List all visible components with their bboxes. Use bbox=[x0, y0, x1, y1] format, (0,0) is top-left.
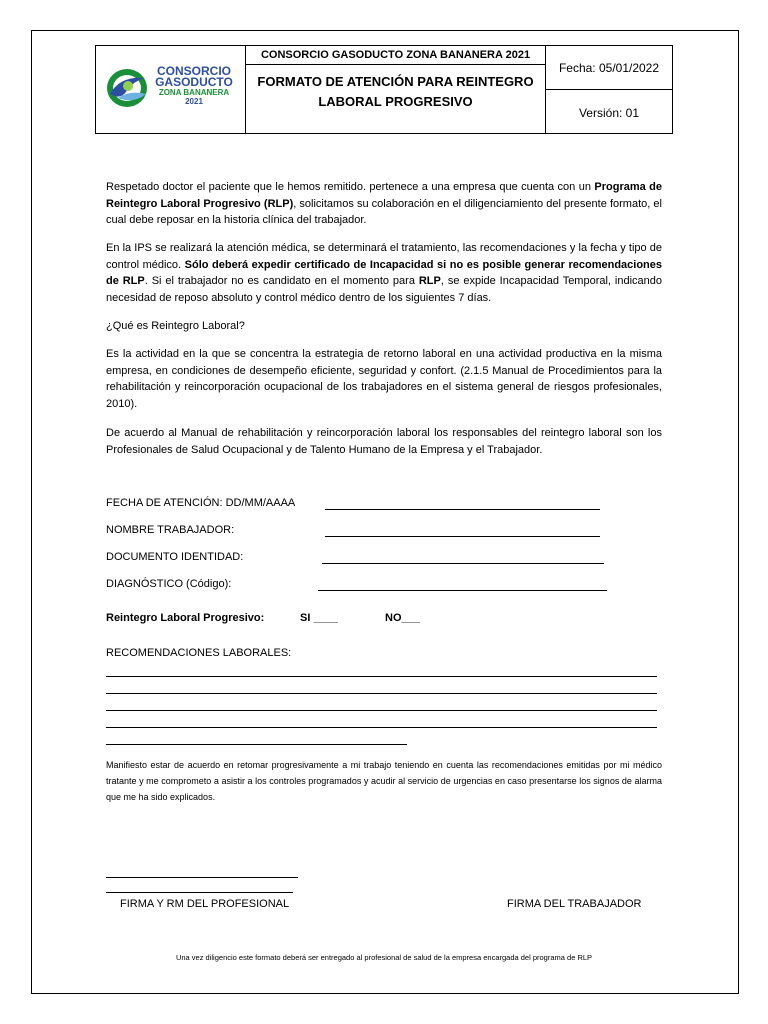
rlp-si-option[interactable]: SI ____ bbox=[300, 612, 338, 624]
form-title-line-1: FORMATO DE ATENCIÓN PARA REINTEGRO bbox=[257, 74, 534, 89]
meta-cell bbox=[546, 46, 672, 133]
documento-identidad-field[interactable] bbox=[322, 563, 604, 564]
logo-line-1: CONSORCIO bbox=[156, 64, 231, 78]
signature-label-profesional: FIRMA Y RM DEL PROFESIONAL bbox=[120, 898, 290, 910]
responsibles-paragraph: De acuerdo al Manual de rehabilitación y reincorporación laboral los responsables del reintegro laboral son los Profesionales de Salud Ocupacional y de Talento Humano de la Empresa y el Trabajador. bbox=[106, 427, 662, 456]
ips-text-e: , se expide Incapacidad Temporal, indicando necesidad de reposo absoluto y control médico dentro de los siguientes 7 días. bbox=[106, 275, 662, 304]
intro-text-bold: Programa de Reintegro Laboral Progresivo (RLP) bbox=[106, 181, 663, 210]
ips-paragraph bbox=[106, 240, 662, 306]
documento-identidad-label: DOCUMENTO IDENTIDAD: bbox=[106, 551, 244, 563]
page-border bbox=[31, 30, 739, 994]
company-logo bbox=[104, 60, 238, 120]
rlp-label: Reintegro Laboral Progresivo: bbox=[106, 612, 265, 624]
declaration-paragraph: Manifiesto estar de acuerdo en retomar progresivamente a mi trabajo teniendo en cuenta las recomendaciones emitidas por mi médico tratante y me comprometo a asistir a los controles programados y acudir al servicio de urgencias en caso presentarse los signos de alarma que me ha sido explicados. bbox=[106, 760, 662, 802]
fecha-atencion-label: FECHA DE ATENCIÓN: DD/MM/AAAA bbox=[106, 497, 296, 509]
form-title-line-2: LABORAL PROGRESIVO bbox=[318, 94, 473, 109]
signature-label-trabajador: FIRMA DEL TRABAJADOR bbox=[507, 898, 642, 910]
logo-line-3: ZONA BANANERA bbox=[158, 88, 230, 97]
signature-line-profesional[interactable] bbox=[106, 877, 298, 878]
footer-note: Una vez diligencio este formato deberá ser entregado al profesional de salud de la empresa encargada del programa de RLP bbox=[175, 953, 593, 962]
recomendaciones-label: RECOMENDACIONES LABORALES: bbox=[106, 647, 292, 659]
recomendaciones-line[interactable] bbox=[106, 727, 657, 728]
logo-line-2: GASODUCTO bbox=[155, 75, 233, 89]
recomendaciones-line[interactable] bbox=[106, 744, 407, 745]
logo-wordmark bbox=[150, 66, 238, 106]
nombre-trabajador-label: NOMBRE TRABAJADOR: bbox=[106, 524, 235, 536]
pipeline-swoosh-icon bbox=[104, 64, 150, 112]
document-date: Fecha: 05/01/2022 bbox=[546, 46, 672, 90]
diagnostico-label: DIAGNÓSTICO (Código): bbox=[106, 578, 232, 590]
ips-text-a: En la IPS se realizará la atención médica, se determinará el tratamiento, las recomendaciones y la fecha y tipo de control médico. bbox=[106, 242, 662, 271]
recomendaciones-line[interactable] bbox=[106, 676, 657, 677]
recomendaciones-line[interactable] bbox=[106, 710, 657, 711]
rlp-no-option[interactable]: NO___ bbox=[385, 612, 420, 624]
recomendaciones-line[interactable] bbox=[106, 693, 657, 694]
question-heading: ¿Qué es Reintegro Laboral? bbox=[106, 320, 245, 332]
diagnostico-field[interactable] bbox=[318, 590, 607, 591]
definition-paragraph: Es la actividad en la que se concentra la estrategia de retorno laboral en una actividad productiva en la misma empresa, en condiciones de desempeño eficiente, seguridad y confort. (2.1.5 Manual de Procedimientos para la rehabilitación y reincorporación ocupacional de los trabajadores en el sistema general de riesgos profesionales, 2010). bbox=[106, 348, 662, 410]
ips-text-rlp: RLP bbox=[418, 275, 441, 287]
intro-text-a: Respetado doctor el paciente que le hemos remitido. pertenece a una empresa que cuenta con un bbox=[106, 181, 595, 193]
document-header bbox=[95, 45, 673, 134]
form-title bbox=[246, 65, 545, 112]
document-version: Versión: 01 bbox=[578, 106, 640, 120]
logo-cell bbox=[96, 46, 246, 133]
logo-line-4: 2021 bbox=[185, 97, 203, 106]
fecha-atencion-field[interactable] bbox=[325, 509, 600, 510]
nombre-trabajador-field[interactable] bbox=[325, 536, 600, 537]
company-name: CONSORCIO GASODUCTO ZONA BANANERA 2021 bbox=[246, 46, 545, 65]
ips-text-c: . Si el trabajador no es candidato en el momento para bbox=[144, 275, 419, 287]
intro-paragraph bbox=[106, 179, 662, 229]
signature-line-profesional-rm[interactable] bbox=[106, 892, 293, 893]
ips-text-bold: Sólo deberá expedir certificado de Incapacidad si no es posible generar recomendaciones de RLP bbox=[106, 258, 662, 287]
intro-text-c: , solicitamos su colaboración en el diligenciamiento del presente formato, el cual debe reposar en la historia clínica del trabajador. bbox=[106, 197, 662, 226]
title-cell bbox=[246, 46, 546, 133]
